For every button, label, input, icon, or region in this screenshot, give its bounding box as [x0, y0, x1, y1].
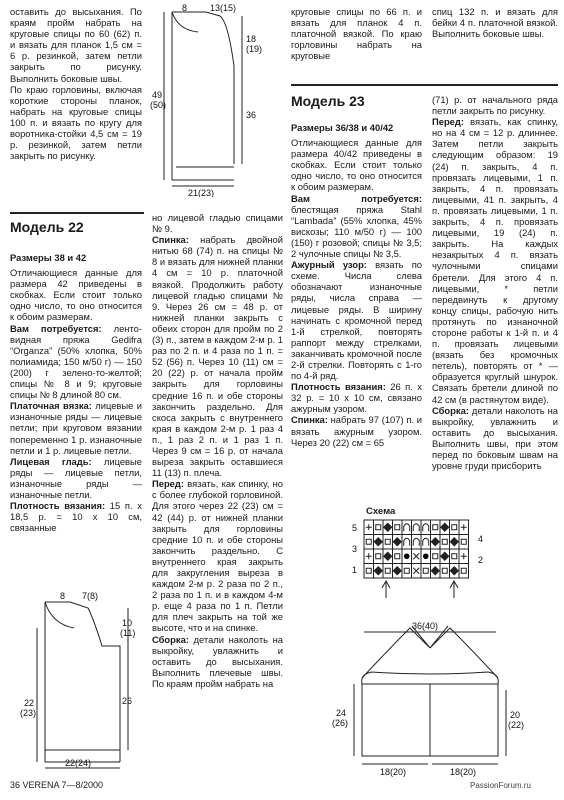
chart-cell — [393, 520, 403, 535]
square-symbol — [395, 554, 400, 559]
square-symbol — [461, 568, 466, 573]
arch-symbol — [423, 524, 429, 532]
square-symbol — [433, 525, 438, 530]
diamond-symbol — [450, 567, 458, 575]
dim-label: 36(40) — [412, 621, 439, 631]
stockinette: лицевые ряды — лицевые петли, изнаночные ряды — изнаночные петли. — [10, 455, 142, 500]
square-symbol — [366, 568, 371, 573]
sizes: Размеры 36/38 и 40/42 — [291, 122, 394, 133]
cross-symbol — [461, 553, 467, 559]
materials: блестящая пряжа Stahl “Lambada” (55% хлопка, 45% вискозы; 110 м/50 г) — 100 (150) г розовой; спицы № 3,5; 2 чулочные спицы № 3,5. — [291, 203, 422, 260]
chart-cell — [421, 564, 431, 579]
lace: вязать по схеме. Числа слева обозначают изнаночные ряды, числа справа — лицевые ряды. В ширину начинать с кромочной перед 1-й стрелкой, повторять раппорт между стрелками, заканчивать кромочной после 2-й стрелки. Повторять с 1-го по 4-й ряд. — [291, 259, 422, 382]
chart-cell — [374, 520, 384, 535]
row-number: 1 — [352, 565, 358, 575]
armhole-side — [70, 602, 120, 762]
stockinette-label: Лицевая гладь: — [10, 455, 92, 467]
dim-label: 36 — [246, 110, 257, 120]
front-label: Перед: — [152, 478, 184, 490]
front: вязать, как спинку, но на 4 см = 12 р. длиннее. Затем петли закрыть следующим образом: 19 (24) п. закрыть, 4 п. провязать лицевыми, 1 п. закрыть, 4 п. провязать лицевыми, 41 п. закрыть, 4 п. провязать лицевыми, 1 п. закрыть, 4 п. провязать лицевыми, 19 (24) п. закрыть. На каждых незакрытых 4 п. вязать чулочными спицами бретели. Для этого 4 п. лицевыми, * петли передвинуть к другому концу спицы, рабочую нить протянуть по изнаночной стороне работы к 1-й п. и 4 п. провязать лицевыми (вязать без кромочных петель), повторять от * — образуется круглый шнурок. Связать бретели длиной по 42 см (в растянутом виде). — [432, 116, 558, 405]
chart-cell — [440, 564, 450, 579]
section-rule — [291, 84, 558, 86]
lace-label: Ажурный узор: — [291, 259, 367, 271]
back: набрать 97 (107) п. и вязать ажурным узором. Через 20 (22) см = 65 — [291, 414, 422, 448]
square-symbol — [404, 568, 409, 573]
x-symbol — [413, 553, 419, 559]
col3-top-text — [432, 6, 558, 39]
arch-symbol — [413, 524, 419, 532]
dim-label: 8 — [60, 591, 66, 601]
diamond-symbol — [450, 538, 458, 546]
square-symbol — [442, 568, 447, 573]
section-rule — [10, 212, 144, 214]
chart-cell — [450, 520, 460, 535]
diamond-symbol — [441, 552, 449, 560]
dim-label: (26) — [332, 718, 349, 728]
diamond-symbol — [393, 567, 401, 575]
chart-cell — [402, 564, 412, 579]
dim-label: (19) — [246, 44, 263, 54]
dim-label: 18(20) — [450, 767, 477, 777]
dim-label: 24 — [336, 708, 347, 718]
diamond-symbol — [393, 538, 401, 546]
chart-cell — [459, 535, 469, 550]
dim-label: 10 — [122, 618, 133, 628]
dim-label: 22(24) — [65, 758, 92, 768]
dim-label: 7(8) — [82, 591, 99, 601]
row-number: 5 — [352, 523, 358, 533]
dim-label: 26 — [122, 696, 133, 706]
x-symbol — [413, 568, 419, 574]
back-label: Спинка: — [152, 234, 189, 246]
gauge-label: Плотность вязания: — [10, 500, 106, 512]
chart-cell — [383, 564, 393, 579]
back-label: Спинка: — [291, 414, 328, 426]
model-23-col1 — [291, 122, 422, 448]
circle-symbol — [404, 553, 410, 559]
square-symbol — [452, 525, 457, 530]
row-number: 2 — [478, 555, 484, 565]
diamond-symbol — [384, 523, 392, 531]
paragraph: оставить до высыхания. По краям пройм набрать на круговые спицы по 60 (62) п. и вязать для планок 1,5 см = 6 р. резинкой, затем петли закрыть по рисунку. Выполнить боковые швы. — [10, 6, 142, 84]
model-23-title: Модель 23 — [291, 93, 365, 109]
arch-symbol — [404, 538, 410, 546]
dim-label: 21(23) — [188, 188, 215, 197]
strap-right — [430, 626, 498, 678]
model-23-col2 — [432, 94, 558, 471]
dim-label: 20 — [510, 710, 521, 720]
sizes: Размеры 38 и 42 — [10, 252, 87, 263]
dim-label: (23) — [20, 708, 37, 718]
lace-chart — [348, 518, 488, 606]
neckline-curve — [45, 602, 74, 628]
dim-label: 18(20) — [380, 767, 407, 777]
chart-cell — [393, 549, 403, 564]
chart-cell — [431, 520, 441, 535]
col1-top-text — [10, 6, 142, 161]
model-22-col2 — [152, 212, 283, 689]
pattern-diagram-3 — [300, 618, 558, 778]
page-footer: 36 VERENA 7—8/2000 — [10, 780, 104, 790]
dim-label: 22 — [24, 698, 35, 708]
front-label: Перед: — [432, 116, 464, 128]
square-symbol — [461, 539, 466, 544]
assembly-label: Сборка: — [432, 404, 469, 416]
diamond-symbol — [374, 538, 382, 546]
chart-cell — [364, 535, 374, 550]
garter: лицевые и изнаночные ряды — лицевые петли; при круговом вязании попеременно 1 р. изнаночные петли и 1 р. лицевые петли. — [10, 400, 142, 456]
armhole-side-curve — [206, 12, 234, 164]
dim-label: 18 — [246, 34, 257, 44]
gathered-top-edge — [362, 672, 499, 684]
dim-label: 8 — [182, 3, 188, 13]
assembly-label: Сборка: — [152, 633, 189, 645]
gauge: 15 п. х 18,5 р. = 10 х 10 см, связанные — [10, 500, 142, 534]
front: вязать, как спинку, но с более глубокой горловиной. Для этого через 22 (23) см = 42 (44) р. от нижней планки закрыть для горловины средние 10 п. и обе стороны закончить раздельно. С внутреннего края закрыть для закругления выреза в каждом 2-м р. 2 раза по 2 п., 2 раза по 1 п. и в каждом 4-м р. еще 4 раза по 1 п. Петли для плеч закрыть на той же высоте, что и на спинке. — [152, 478, 283, 634]
paragraph: но лицевой гладью спицами № 9. — [152, 212, 283, 235]
cross-symbol — [366, 553, 372, 559]
circle-symbol — [423, 553, 429, 559]
schema-title: Схема — [366, 506, 396, 517]
diamond-symbol — [431, 538, 439, 546]
chart-cell — [364, 564, 374, 579]
paragraph: спиц 132 п. и вязать для бейки 4 п. платочной вязкой. Выполнить боковые швы. — [432, 6, 558, 40]
dim-label: 49 — [152, 90, 163, 100]
diamond-symbol — [384, 552, 392, 560]
diamond-symbol — [441, 523, 449, 531]
square-symbol — [376, 554, 381, 559]
row-number: 4 — [478, 534, 484, 544]
square-symbol — [452, 554, 457, 559]
intro: Отличающиеся данные для размера 42 приведены в скобках. Если стоит только одно число, то оно относится к обоим размерам. — [10, 267, 142, 323]
diamond-symbol — [374, 567, 382, 575]
arch-symbol — [423, 538, 429, 546]
row-number: 3 — [352, 544, 358, 554]
dim-label: (50) — [150, 100, 167, 110]
chart-cell — [459, 564, 469, 579]
diamond-symbol — [431, 567, 439, 575]
model-22-title: Модель 22 — [10, 219, 84, 235]
intro: Отличающиеся данные для размера 40/42 приведены в скобках. Если стоит только одно число, то оно относится к обоим размерам. — [291, 137, 422, 193]
watermark: PassionForum.ru — [470, 781, 531, 790]
chart-cell — [431, 549, 441, 564]
materials-label: Вам потребуется: — [291, 192, 422, 204]
materials-label: Вам потребуется: — [10, 322, 102, 334]
dim-label: (22) — [508, 720, 525, 730]
square-symbol — [442, 539, 447, 544]
garter-label: Платочная вязка: — [10, 400, 92, 412]
strap-left — [362, 626, 430, 678]
arch-symbol — [404, 524, 410, 532]
dim-label: (11) — [120, 628, 136, 638]
gauge: 26 п. х 32 р. = 10 х 10 см, связано ажурным узором. — [291, 381, 422, 415]
assembly: детали наколоть на выкройку, увлажнить и оставить до высыхания. Выполнить плечевые швы. По краям пройм набрать на — [152, 633, 283, 689]
pattern-diagram-1 — [150, 2, 282, 197]
cross-symbol — [461, 524, 467, 530]
gauge-label: Плотность вязания: — [291, 381, 386, 393]
dim-label: 13(15) — [210, 3, 237, 13]
pattern-diagram-2 — [10, 590, 142, 775]
square-symbol — [433, 554, 438, 559]
square-symbol — [376, 525, 381, 530]
chart-cell — [383, 535, 393, 550]
assembly: детали наколоть на выкройку, увлажнить и оставить до высыхания. Выполнить швы, при этом перед по боковым швам на уровне груди присборить — [432, 404, 558, 472]
arch-symbol — [413, 538, 419, 546]
chart-cell — [450, 549, 460, 564]
square-symbol — [423, 568, 428, 573]
paragraph: круговые спицы по 66 п. и вязать для планок 4 п. платочной вязкой. По краю горловины набрать на круговые — [291, 6, 422, 62]
square-symbol — [395, 525, 400, 530]
chart-cell — [440, 535, 450, 550]
square-symbol — [385, 539, 390, 544]
paragraph: (71) р. от начального ряда петли закрыть по рисунку. — [432, 94, 558, 117]
neckline-curve — [172, 12, 198, 32]
square-symbol — [385, 568, 390, 573]
col2-top-text — [291, 6, 422, 61]
back: набрать двойной нитью 68 (74) п. на спицы № 8 и вязать для нижней планки 4 см = 10 р. платочной вязкой. Продолжить работу лицевой гладью спицами № 9. Через 26 см = 48 р. от нижней планки закрыть с обеих сторон для пройм по 2 (3) п., затем в каждом 2-м р. 1 раз по 2 п. и 4 раза по 1 п. = 52 (56) п. Через 10 (11) см = 20 (22) р. от начала пройм закрыть для горловины средние 16 п. и обе стороны закончить раздельно. Для скоса закрыть с внутреннего края в каждом 2-м р. 1 раз 4 п., 1 раз 2 п. и 1 раз 1 п. Через 9 см = 16 р. от начала выреза закрыть оставшиеся 11 (13) п. плеча. — [152, 234, 283, 479]
model-22-col1 — [10, 252, 142, 533]
chart-cell — [374, 549, 384, 564]
materials: ленто-видная пряжа Gedifra “Organza” (50% хлопка, 50% полиамида; 150 м/50 г) — 150 (200) г зелено-то-желтой; спицы № 8 и 9; круговые спицы № 8 длиной 80 см. — [10, 322, 142, 401]
paragraph: По краю горловины, включая короткие стороны планок, набрать на круговые спицы 100 п. и вязать по кругу для воротника-стойки 4,5 см = 19 р. резинкой, затем петли закрыть по рисунку. — [10, 83, 142, 162]
cross-symbol — [366, 524, 372, 530]
square-symbol — [366, 539, 371, 544]
